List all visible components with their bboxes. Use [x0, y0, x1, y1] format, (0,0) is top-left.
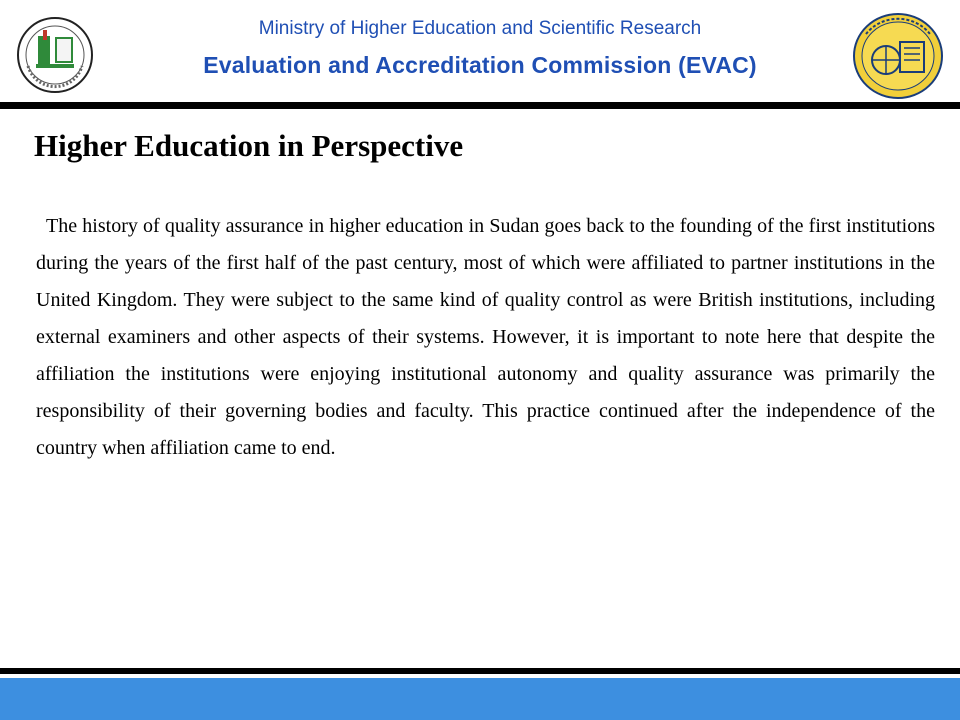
commission-name: Evaluation and Accreditation Commission (EVAC)	[203, 52, 757, 78]
slide-header	[0, 0, 960, 104]
footer-band	[0, 678, 960, 720]
ministry-name: Ministry of Higher Education and Scientific Research	[258, 18, 702, 39]
body-paragraph: The history of quality assurance in higher education in Sudan goes back to the founding of the first institutions during the years of the first half of the past century, most of which were affiliated to partner institutions in the United Kingdom. They were subject to the same kind of quality control as were British institutions, including external examiners and other aspects of their systems. However, it is important to note here that despite the affiliation the institutions were enjoying institutional autonomy and quality assurance was primarily the responsibility of their governing bodies and faculty. This practice continued after the independence of the country when affiliation came to end.	[36, 215, 935, 459]
page-title: Higher Education in Perspective	[34, 128, 464, 163]
header-divider	[0, 102, 960, 109]
evac-emblem-icon	[852, 12, 944, 100]
